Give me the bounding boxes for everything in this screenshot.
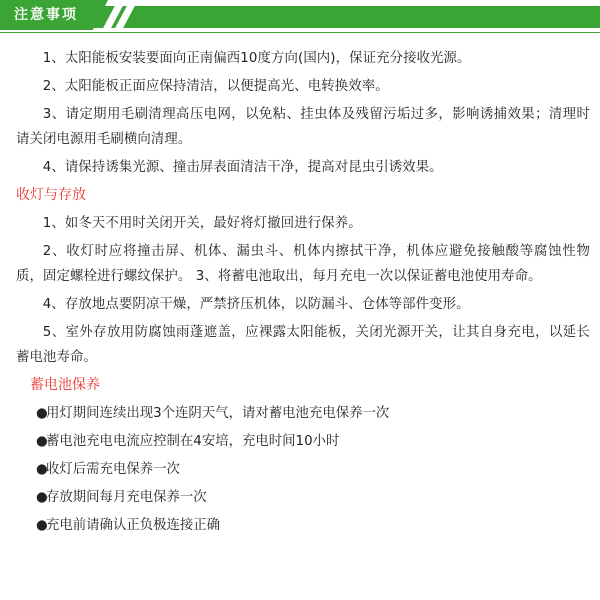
battery-item-text: 充电前请确认正负极连接正确: [46, 518, 221, 533]
storage-item: 5、室外存放用防腐蚀雨蓬遮盖，应裸露太阳能板，关闭光源开关，让其自身充电，以延长蓄电池寿命。: [16, 325, 590, 365]
usage-item: 3、请定期用毛刷清理高压电网，以免粘、挂虫体及残留污垢过多，影响诱捕效果；清理时请关闭电源用毛刷横向清理。: [16, 107, 590, 147]
storage-item: 4、存放地点要阴凉干燥，严禁挤压机体，以防漏斗、仓体等部件变形。: [42, 297, 470, 312]
battery-item-text: 收灯后需充电保养一次: [46, 462, 180, 477]
battery-item: [16, 401, 590, 426]
bullet-dot-icon: ●: [36, 490, 48, 505]
usage-item: 4、请保持诱集光源、撞击屏表面清洁干净，提高对昆虫引诱效果。: [42, 160, 443, 175]
storage-section-title: 收灯与存放: [16, 187, 86, 203]
battery-item-text: 蓄电池充电电流应控制在4安培，充电时间10小时: [46, 434, 340, 449]
battery-item-text: 用灯期间连续出现3个连阴天气，请对蓄电池充电保养一次: [46, 406, 390, 421]
header-bar: [0, 0, 600, 36]
header-rule: [0, 32, 600, 33]
content: [16, 46, 590, 541]
battery-item: [16, 513, 590, 538]
battery-section-title: 蓄电池保养: [30, 377, 100, 393]
header-title: 注意事项: [14, 7, 78, 23]
battery-item: [16, 429, 590, 454]
battery-item: [16, 457, 590, 482]
bullet-dot-icon: ●: [36, 434, 48, 449]
storage-item: 2、收灯时应将撞击屏、机体、漏虫斗、机体内擦拭干净，机体应避免接触酸等腐蚀性物质，固定螺栓进行螺纹保护。 3、将蓄电池取出，每月充电一次以保证蓄电池使用寿命。: [16, 244, 590, 284]
bullet-dot-icon: ●: [36, 406, 48, 421]
usage-item: 1、太阳能板安装要面向正南偏西10度方向(国内)，保证充分接收光源。: [42, 51, 471, 66]
battery-item-text: 存放期间每月充电保养一次: [46, 490, 207, 505]
bullet-dot-icon: ●: [36, 462, 48, 477]
bullet-dot-icon: ●: [36, 518, 48, 533]
usage-item: 2、太阳能板正面应保持清洁，以便提高光、电转换效率。: [42, 79, 389, 94]
storage-item: 1、如冬天不用时关闭开关，最好将灯撤回进行保养。: [42, 216, 362, 231]
battery-item: [16, 485, 590, 510]
